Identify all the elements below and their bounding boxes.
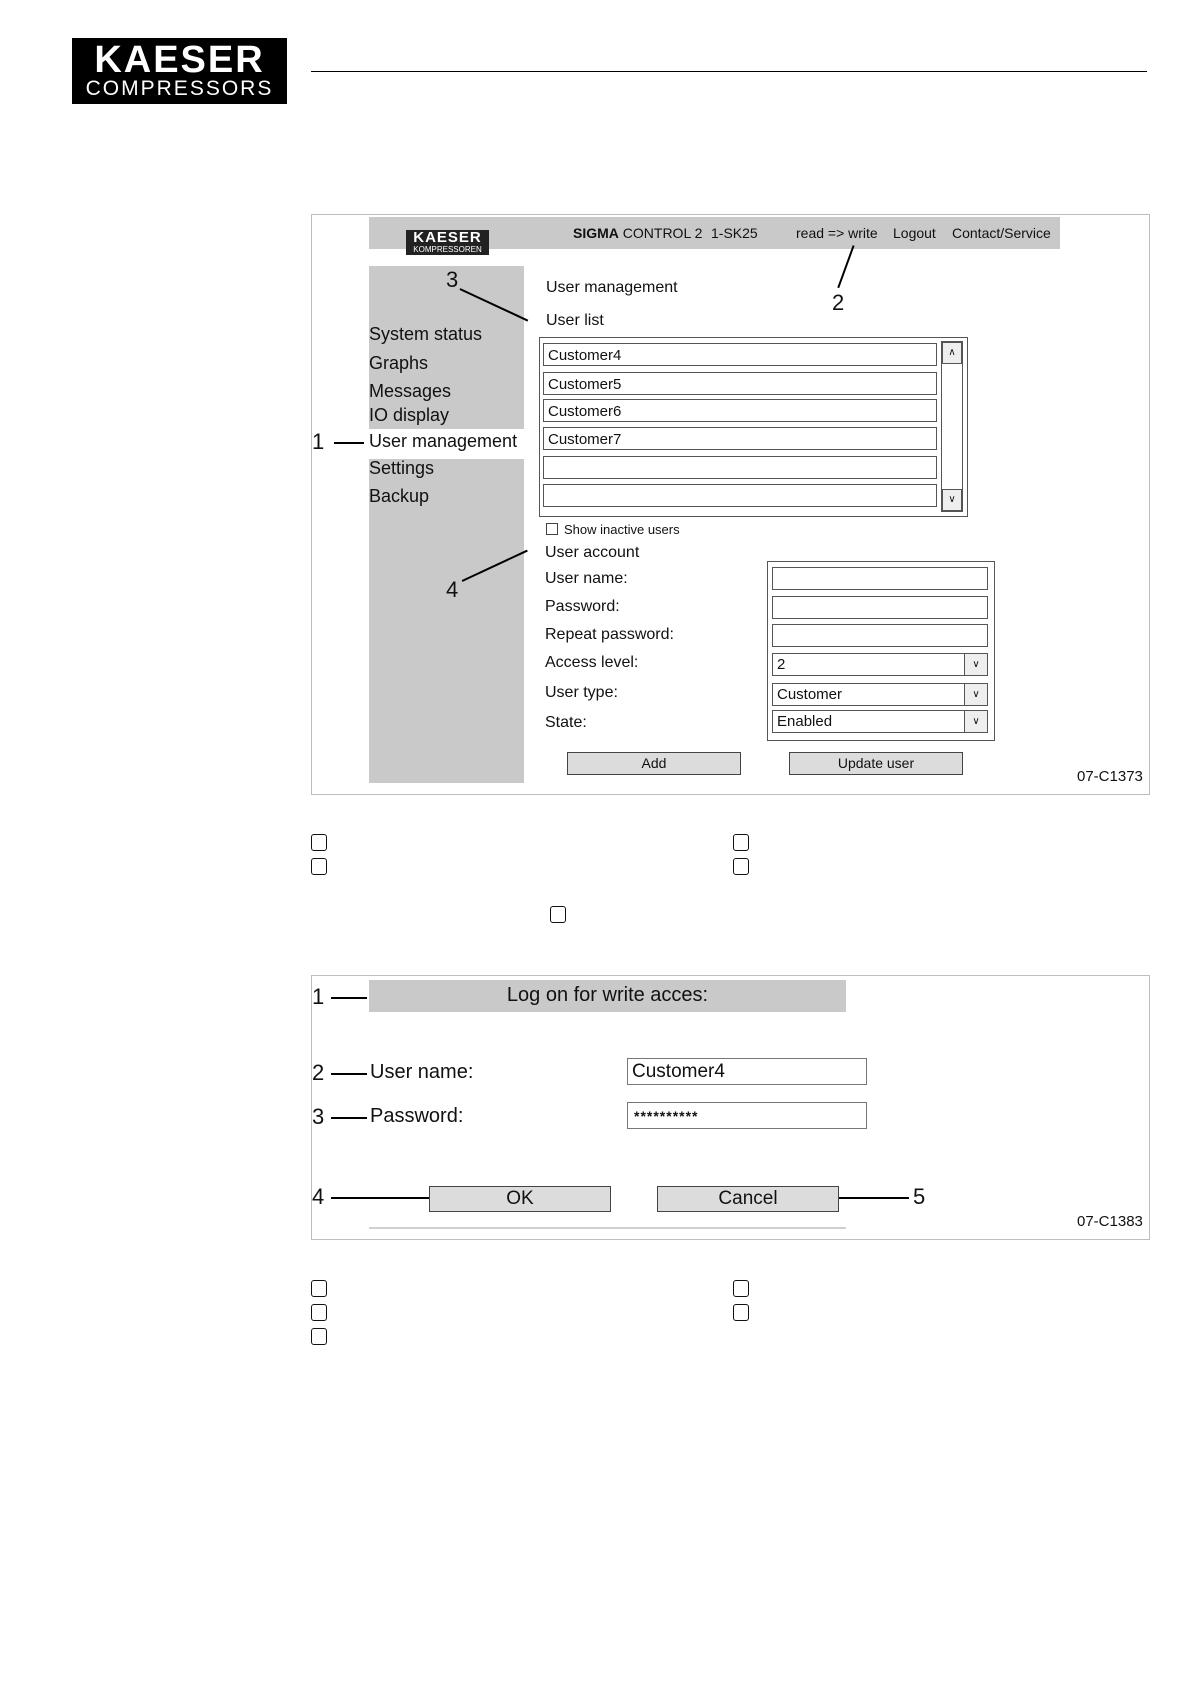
callout-2: 2: [312, 1060, 325, 1085]
user-list-scrollbar[interactable]: [941, 341, 963, 512]
menu-item-messages[interactable]: Messages: [369, 381, 452, 401]
callout-2-leader: [331, 1073, 367, 1075]
scroll-up-icon[interactable]: ∧: [942, 342, 962, 364]
legend-checkbox: [311, 1304, 327, 1321]
logo-brand-sub: COMPRESSORS: [85, 77, 274, 100]
user-account-form: [767, 561, 995, 741]
logon-password-value: **********: [634, 1108, 699, 1124]
callout-1: 1: [312, 984, 325, 1009]
callout-3: 3: [446, 267, 459, 292]
access-level-label: Access level:: [545, 654, 639, 671]
menu-item-graphs[interactable]: Graphs: [369, 353, 429, 373]
model-label: 1-SK25: [711, 225, 758, 241]
chevron-down-icon[interactable]: ∨: [964, 654, 987, 675]
figure-logon-dialog: [311, 975, 1150, 1240]
figure-id: 07-C1383: [1077, 1213, 1143, 1230]
callout-2: 2: [832, 290, 845, 315]
kaeser-logo: [72, 38, 287, 104]
state-select[interactable]: [772, 710, 988, 733]
callout-1-leader: [334, 442, 364, 444]
password-label: Password:: [545, 598, 620, 615]
menu-item-user-management[interactable]: User management: [369, 431, 518, 451]
logon-user-name-value: Customer4: [632, 1061, 725, 1082]
logon-password-label: Password:: [370, 1105, 464, 1127]
contact-service-link[interactable]: Contact/Service: [952, 225, 1051, 241]
user-list-label: User list: [546, 312, 604, 329]
user-list-item[interactable]: [543, 484, 937, 507]
user-type-value: Customer: [777, 686, 843, 703]
user-type-label: User type:: [545, 684, 618, 701]
legend-checkbox: [311, 834, 327, 851]
user-name-field[interactable]: [772, 567, 988, 590]
logout-link[interactable]: Logout: [893, 225, 936, 241]
callout-1: 1: [312, 429, 325, 454]
legend-checkbox: [733, 858, 749, 875]
callout-4: 4: [446, 577, 459, 602]
legend-checkbox: [550, 906, 566, 923]
logon-dialog-bottom-edge: [369, 1227, 846, 1229]
legend-checkbox: [311, 1280, 327, 1297]
password-field[interactable]: [772, 596, 988, 619]
repeat-password-label: Repeat password:: [545, 626, 674, 643]
logon-password-field[interactable]: [627, 1102, 867, 1129]
show-inactive-checkbox[interactable]: [546, 523, 558, 535]
section-title: User management: [546, 279, 678, 296]
legend-checkbox: [733, 1304, 749, 1321]
ok-button[interactable]: OK: [429, 1186, 611, 1212]
product-rest: CONTROL 2: [622, 225, 703, 241]
user-list-item[interactable]: Customer7: [543, 427, 937, 450]
logon-title: Log on for write acces:: [506, 984, 709, 1006]
user-list: [539, 337, 968, 517]
product-title: [573, 225, 702, 241]
update-user-button[interactable]: Update user: [789, 752, 963, 775]
add-button[interactable]: Add: [567, 752, 741, 775]
state-value: Enabled: [777, 713, 833, 730]
callout-3: 3: [312, 1104, 325, 1129]
callout-4: 4: [312, 1184, 325, 1209]
logon-user-name-field[interactable]: [627, 1058, 867, 1085]
chevron-down-icon[interactable]: ∨: [964, 684, 987, 705]
logo-brand-name: KAESER: [94, 39, 265, 81]
chevron-down-icon[interactable]: ∨: [964, 711, 987, 732]
state-label: State:: [545, 714, 587, 731]
user-list-item[interactable]: [543, 456, 937, 479]
access-mode-link[interactable]: read => write: [796, 225, 878, 241]
scroll-down-icon[interactable]: ∨: [942, 489, 962, 511]
access-level-select[interactable]: [772, 653, 988, 676]
menu-item-system-status[interactable]: System status: [369, 324, 483, 344]
callout-1-leader: [331, 997, 367, 999]
menu-item-backup[interactable]: Backup: [369, 486, 430, 506]
product-bold: SIGMA: [573, 225, 619, 241]
cancel-button[interactable]: Cancel: [657, 1186, 839, 1212]
callout-4-leader: [331, 1197, 431, 1199]
callout-3-leader: [331, 1117, 367, 1119]
user-list-item[interactable]: Customer6: [543, 399, 937, 422]
repeat-password-field[interactable]: [772, 624, 988, 647]
access-level-value: 2: [777, 656, 786, 673]
legend-checkbox: [733, 1280, 749, 1297]
show-inactive-label: Show inactive users: [564, 522, 680, 537]
legend-checkbox: [311, 1328, 327, 1345]
mini-logo-sub: KOMPRESSOREN: [413, 245, 482, 254]
user-name-label: User name:: [545, 570, 628, 587]
logon-user-name-label: User name:: [370, 1061, 474, 1083]
user-type-select[interactable]: [772, 683, 988, 706]
menu-item-settings[interactable]: Settings: [369, 458, 435, 478]
figure-id: 07-C1373: [1077, 768, 1143, 785]
callout-5: 5: [913, 1184, 926, 1209]
figure-user-management: [311, 214, 1150, 795]
callout-5-leader: [839, 1197, 909, 1199]
user-account-label: User account: [545, 544, 640, 561]
mini-logo-name: KAESER: [413, 229, 482, 246]
mini-logo: [406, 230, 489, 255]
legend-checkbox: [733, 834, 749, 851]
user-list-item[interactable]: Customer4: [543, 343, 937, 366]
header-divider: [311, 71, 1147, 72]
menu-item-io-display[interactable]: IO display: [369, 405, 450, 425]
legend-checkbox: [311, 858, 327, 875]
user-list-item[interactable]: Customer5: [543, 372, 937, 395]
callout-2-leader: [837, 245, 854, 288]
